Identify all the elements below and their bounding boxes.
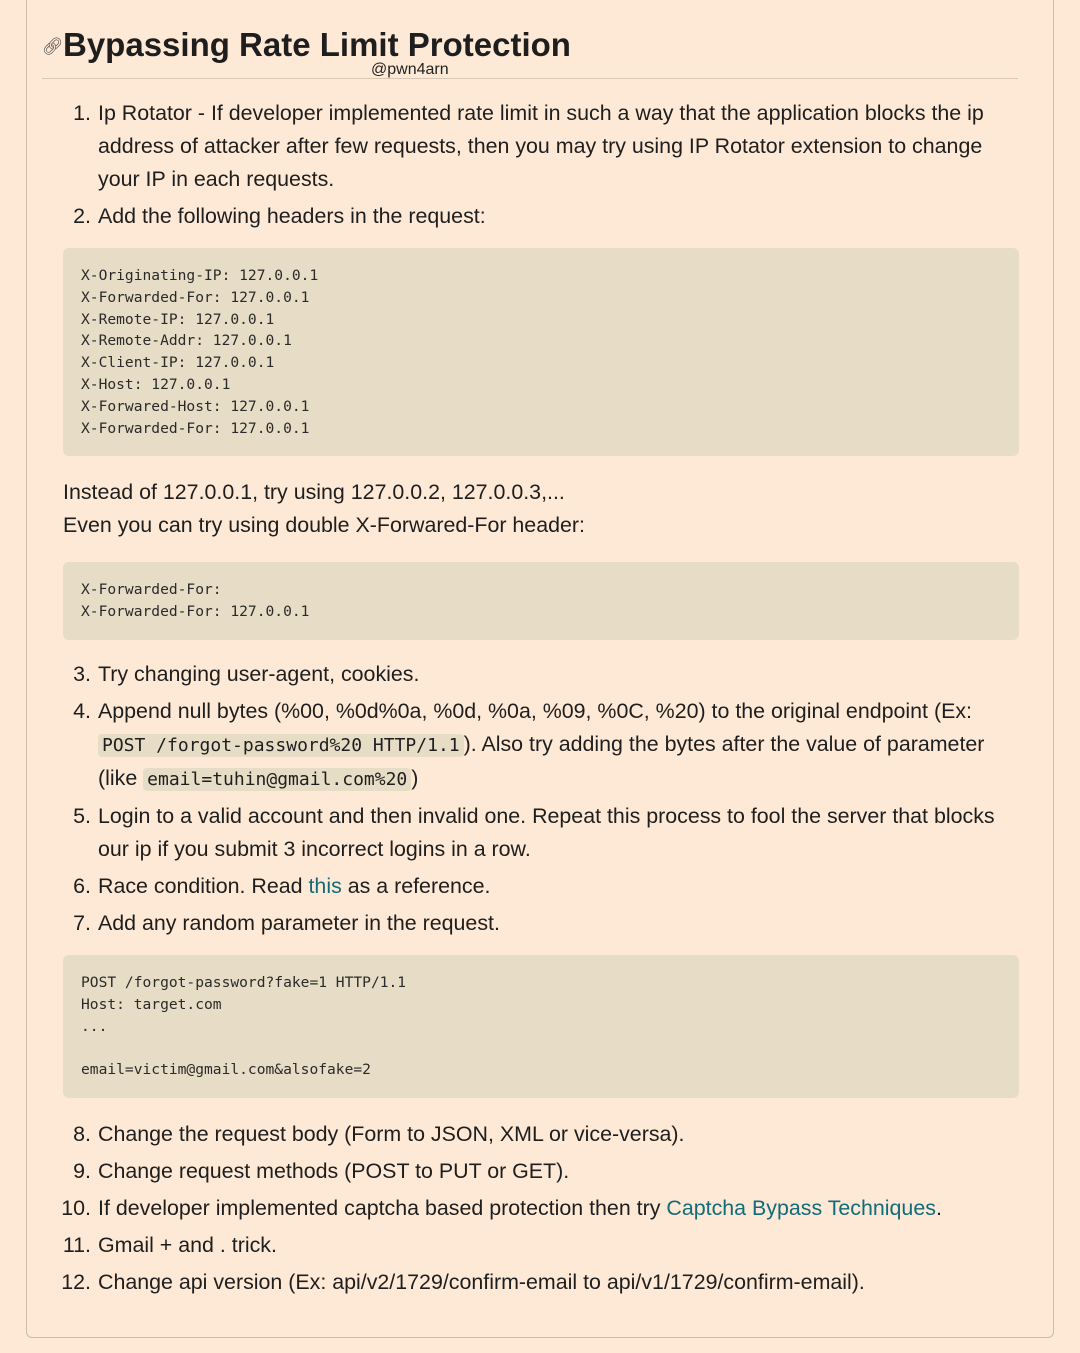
list-item	[63, 1118, 1019, 1151]
inline-code-endpoint: POST /forgot-password%20 HTTP/1.1	[98, 734, 464, 757]
list-item-text: )	[411, 765, 419, 790]
watermark: @pwn4arn	[371, 61, 449, 78]
list-item	[63, 870, 1019, 903]
list-number: 6.	[73, 873, 91, 898]
list-item-text: Try changing user-agent, cookies.	[98, 661, 420, 686]
tips-list	[63, 97, 1019, 233]
heading-row	[42, 26, 1018, 79]
list-number: 8.	[73, 1121, 91, 1146]
list-item-text: Login to a valid account and then invalid one. Repeat this process to fool the server that blocks our ip if you submit 3 incorrect logins in a row.	[98, 803, 995, 861]
article-content	[63, 97, 1019, 1303]
list-item-text: If developer implemented captcha based protection then try	[98, 1195, 667, 1220]
this-link[interactable]: this	[308, 873, 342, 898]
list-item	[63, 907, 1019, 940]
list-number: 12.	[61, 1269, 91, 1294]
list-number: 1.	[73, 101, 91, 125]
list-number: 9.	[73, 1158, 91, 1183]
list-item-text: Add any random parameter in the request.	[98, 910, 500, 935]
tips-list	[63, 658, 1019, 940]
list-item-text: Gmail + and . trick.	[98, 1232, 277, 1257]
list-number: 4.	[73, 698, 91, 723]
headers-code-block: X-Originating-IP: 127.0.0.1 X-Forwarded-For: 127.0.0.1 X-Remote-IP: 127.0.0.1 X-Remote-Addr: 127.0.0.1 X-Client-IP: 127.0.0.1 X-Host: 127.0.0.1 X-Forwared-Host: 127.0.0.1 X-Forwarded-For: 127.0.0.1	[63, 248, 1019, 456]
inline-code-email: email=tuhin@gmail.com%20	[143, 768, 411, 791]
list-item	[63, 1229, 1019, 1262]
page-title: Bypassing Rate Limit Protection	[63, 26, 571, 63]
list-number: 11.	[62, 1232, 91, 1257]
list-item-text: Change the request body (Form to JSON, XML or vice-versa).	[98, 1121, 685, 1146]
list-item-text: Change api version (Ex: api/v2/1729/confirm-email to api/v1/1729/confirm-email).	[98, 1269, 865, 1294]
link-icon[interactable]: 🔗︎	[42, 37, 64, 56]
paragraph-double-header: Even you can try using double X-Forwared-For header:	[63, 513, 585, 538]
paragraph-instead: Instead of 127.0.0.1, try using 127.0.0.2, 127.0.0.3,...	[63, 480, 565, 505]
tips-list	[63, 1118, 1019, 1299]
list-number: 10.	[61, 1195, 91, 1220]
list-item-text: as a reference.	[341, 873, 491, 898]
double-header-code-block: X-Forwarded-For: X-Forwarded-For: 127.0.0.1	[63, 562, 1019, 640]
list-item	[63, 200, 1019, 233]
list-item-text: Change request methods (POST to PUT or GET).	[98, 1158, 570, 1183]
list-item	[63, 695, 1019, 796]
captcha-bypass-link[interactable]: Captcha Bypass Techniques	[666, 1195, 936, 1220]
list-number: 7.	[73, 910, 91, 935]
list-item-text: .	[935, 1195, 942, 1220]
list-item	[63, 658, 1019, 691]
list-number: 3.	[73, 661, 91, 686]
list-item-text: ). Also try adding the bytes after the value of parameter (like	[98, 731, 985, 790]
list-item-text: Race condition. Read	[98, 873, 309, 898]
list-number: 5.	[73, 803, 91, 828]
list-item	[63, 97, 1019, 196]
list-number: 2.	[73, 204, 91, 228]
list-item-text: Ip Rotator - If developer implemented rate limit in such a way that the application blocks the ip address of attacker after few requests, then you may try using IP Rotator extension to change your IP in each requests.	[98, 101, 984, 191]
list-item-text: Append null bytes (%00, %0d%0a, %0d, %0a, %09, %0C, %20) to the original endpoint (Ex:	[98, 698, 972, 723]
list-item-text: Add the following headers in the request:	[98, 204, 486, 228]
request-code-block: POST /forgot-password?fake=1 HTTP/1.1 Host: target.com ... email=victim@gmail.com&alsofake=2	[63, 955, 1019, 1098]
list-item	[63, 800, 1019, 866]
list-item	[63, 1266, 1019, 1299]
list-item	[63, 1192, 1019, 1225]
list-item	[63, 1155, 1019, 1188]
